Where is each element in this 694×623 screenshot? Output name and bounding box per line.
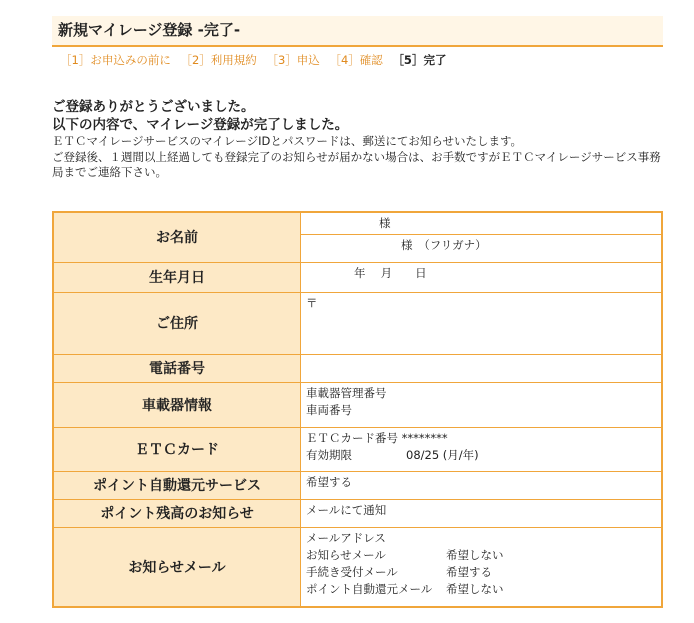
label-name: お名前 [53, 212, 301, 262]
intro-note-contact: ご登録後、１週間以上経過しても登録完了のお知らせが届かない場合は、お手数ですがＥＴＣマイレージサービス事務局までご連絡下さい。 [52, 149, 661, 179]
step-3-link[interactable]: ［3］申込 [266, 53, 320, 67]
step-navigation [60, 52, 452, 68]
label-auto-point: ポイント自動還元サービス [53, 471, 301, 499]
mail-address-label: メールアドレス [306, 530, 386, 545]
value-auto-point: 希望する [301, 471, 663, 499]
label-device: 車載器情報 [53, 382, 301, 427]
expiry-label: 有効期限 [306, 447, 352, 462]
mail-pref-procedure [306, 564, 656, 581]
value-etc-card [301, 427, 663, 471]
mail-pref-auto-point [306, 581, 656, 598]
row-phone [53, 354, 662, 382]
mail-pref-value: 希望しない [446, 581, 504, 596]
row-address [53, 292, 662, 354]
label-phone: 電話番号 [53, 354, 301, 382]
value-phone [301, 354, 663, 382]
vehicle-number: 車両番号 [306, 402, 352, 417]
device-management-number: 車載器管理番号 [306, 385, 387, 400]
step-4-link[interactable]: ［4］確認 [329, 53, 383, 67]
intro-note-mail: ＥＴＣマイレージサービスのマイレージIDとパスワードは、郵送にてお知らせいたします。 [52, 134, 523, 148]
etc-card-expiry [306, 447, 656, 464]
mail-pref-label: お知らせメール [306, 547, 386, 562]
row-birth [53, 262, 662, 292]
mail-pref-label: ポイント自動還元メール [306, 581, 433, 596]
row-device [53, 382, 662, 427]
row-balance-notice [53, 499, 662, 527]
birth-date: 年 月 日 [354, 265, 427, 280]
label-balance-notice: ポイント残高のお知らせ [53, 499, 301, 527]
registration-summary-table [52, 211, 663, 608]
name-furigana: 様 （フリガナ） [301, 234, 661, 256]
value-name [301, 212, 663, 262]
name-kanji: 様 [379, 216, 391, 230]
row-auto-point [53, 471, 662, 499]
row-notice-mail [53, 527, 662, 607]
label-address: ご住所 [53, 292, 301, 354]
row-etc-card [53, 427, 662, 471]
mail-pref-value: 希望する [446, 564, 492, 579]
intro-lead-complete: 以下の内容で、マイレージ登録が完了しました。 [52, 117, 349, 133]
row-name [53, 212, 662, 262]
expiry-value: 08/25 (月/年) [406, 447, 479, 462]
label-etc-card: ＥＴＣカード [53, 427, 301, 471]
step-1-link[interactable]: ［1］お申込みの前に [60, 53, 171, 67]
step-5-current: ［5］完了 [392, 53, 447, 67]
intro-message [52, 98, 672, 181]
etc-card-number: ＥＴＣカード番号 ******** [306, 430, 448, 445]
value-address: 〒 [301, 292, 663, 354]
mail-pref-notice [306, 547, 656, 564]
mail-pref-label: 手続き受付メール [306, 564, 398, 579]
value-device [301, 382, 663, 427]
value-balance-notice: メールにて通知 [301, 499, 663, 527]
label-notice-mail: お知らせメール [53, 527, 301, 607]
step-2-link[interactable]: ［2］利用規約 [180, 53, 257, 67]
value-birth [301, 262, 663, 292]
label-birth: 生年月日 [53, 262, 301, 292]
intro-lead-thanks: ご登録ありがとうございました。 [52, 99, 255, 115]
mail-pref-value: 希望しない [446, 547, 504, 562]
page-title: 新規マイレージ登録 -完了- [52, 16, 663, 47]
value-notice-mail [301, 527, 663, 607]
